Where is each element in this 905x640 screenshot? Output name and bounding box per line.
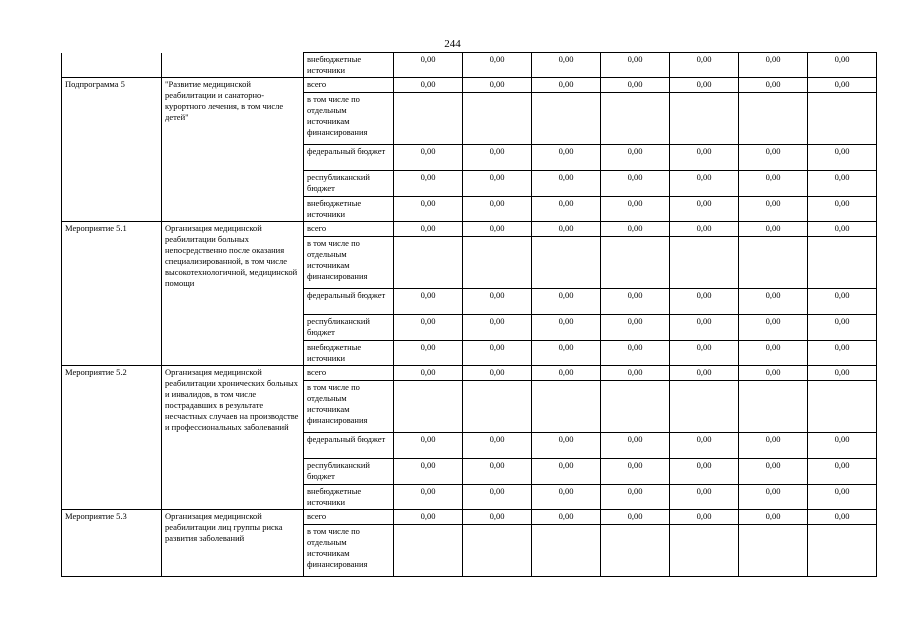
value-cell [808, 93, 877, 145]
value-cell: 0,00 [670, 485, 739, 510]
value-cell: 0,00 [601, 78, 670, 93]
value-cell: 0,00 [463, 78, 532, 93]
table-row [62, 78, 877, 93]
source-label: в том числе по отдельным источникам финансирования [304, 93, 394, 145]
value-cell: 0,00 [532, 222, 601, 237]
value-cell: 0,00 [808, 366, 877, 381]
value-cell: 0,00 [601, 459, 670, 485]
source-label: всего [304, 78, 394, 93]
value-cell: 0,00 [601, 145, 670, 171]
value-cell: 0,00 [670, 171, 739, 197]
value-cell [394, 525, 463, 577]
value-cell: 0,00 [394, 289, 463, 315]
section-code: Мероприятие 5.2 [62, 366, 162, 510]
value-cell [601, 381, 670, 433]
source-label: внебюджетные источники [304, 485, 394, 510]
value-cell: 0,00 [739, 171, 808, 197]
value-cell: 0,00 [394, 145, 463, 171]
value-cell [394, 381, 463, 433]
value-cell: 0,00 [808, 78, 877, 93]
value-cell: 0,00 [670, 197, 739, 222]
value-cell: 0,00 [394, 197, 463, 222]
value-cell [532, 381, 601, 433]
value-cell: 0,00 [670, 315, 739, 341]
value-cell: 0,00 [670, 78, 739, 93]
value-cell: 0,00 [808, 197, 877, 222]
value-cell: 0,00 [670, 53, 739, 78]
value-cell [808, 381, 877, 433]
source-label: республиканский бюджет [304, 171, 394, 197]
value-cell: 0,00 [739, 366, 808, 381]
value-cell: 0,00 [394, 78, 463, 93]
source-label: республиканский бюджет [304, 459, 394, 485]
value-cell: 0,00 [601, 222, 670, 237]
value-cell [463, 381, 532, 433]
value-cell: 0,00 [463, 171, 532, 197]
value-cell: 0,00 [670, 341, 739, 366]
value-cell [670, 93, 739, 145]
value-cell: 0,00 [463, 366, 532, 381]
value-cell: 0,00 [601, 433, 670, 459]
value-cell: 0,00 [532, 433, 601, 459]
source-label: всего [304, 366, 394, 381]
value-cell: 0,00 [463, 485, 532, 510]
value-cell [808, 525, 877, 577]
source-label: федеральный бюджет [304, 433, 394, 459]
value-cell: 0,00 [670, 145, 739, 171]
value-cell: 0,00 [808, 433, 877, 459]
value-cell [739, 381, 808, 433]
value-cell [670, 237, 739, 289]
value-cell: 0,00 [601, 366, 670, 381]
value-cell: 0,00 [808, 145, 877, 171]
value-cell: 0,00 [601, 485, 670, 510]
source-label: федеральный бюджет [304, 145, 394, 171]
value-cell: 0,00 [739, 289, 808, 315]
value-cell [601, 237, 670, 289]
value-cell [670, 525, 739, 577]
value-cell [739, 93, 808, 145]
table-row [62, 366, 877, 381]
value-cell: 0,00 [463, 341, 532, 366]
value-cell [601, 525, 670, 577]
source-label: всего [304, 510, 394, 525]
value-cell [739, 525, 808, 577]
value-cell: 0,00 [739, 341, 808, 366]
value-cell [532, 93, 601, 145]
value-cell: 0,00 [739, 197, 808, 222]
value-cell: 0,00 [532, 485, 601, 510]
source-label: в том числе по отдельным источникам финансирования [304, 381, 394, 433]
value-cell [394, 93, 463, 145]
section-name: Организация медицинской реабилитации больных непосредственно после оказания специализированной, в том числе высокотехнологичной, медицинской помощи [162, 222, 304, 366]
value-cell: 0,00 [808, 222, 877, 237]
value-cell [463, 93, 532, 145]
section-name: Организация медицинской реабилитации хронических больных и инвалидов, в том числе пострадавших в результате несчастных случаев на производстве и профессиональных заболеваний [162, 366, 304, 510]
value-cell: 0,00 [532, 78, 601, 93]
table-row [62, 510, 877, 525]
source-label: республиканский бюджет [304, 315, 394, 341]
value-cell: 0,00 [808, 341, 877, 366]
value-cell [532, 525, 601, 577]
value-cell: 0,00 [394, 222, 463, 237]
value-cell: 0,00 [394, 366, 463, 381]
value-cell: 0,00 [670, 366, 739, 381]
value-cell [739, 237, 808, 289]
value-cell: 0,00 [739, 222, 808, 237]
value-cell: 0,00 [670, 222, 739, 237]
value-cell: 0,00 [739, 315, 808, 341]
value-cell: 0,00 [532, 197, 601, 222]
value-cell: 0,00 [532, 510, 601, 525]
value-cell: 0,00 [532, 171, 601, 197]
value-cell: 0,00 [808, 171, 877, 197]
table-row [62, 53, 877, 78]
value-cell: 0,00 [463, 197, 532, 222]
section-code: Мероприятие 5.1 [62, 222, 162, 366]
value-cell: 0,00 [739, 145, 808, 171]
source-label: внебюджетные источники [304, 341, 394, 366]
value-cell: 0,00 [394, 510, 463, 525]
source-label: всего [304, 222, 394, 237]
value-cell: 0,00 [394, 171, 463, 197]
section-name: "Развитие медицинской реабилитации и санаторно-курортного лечения, в том числе детей" [162, 78, 304, 222]
value-cell: 0,00 [463, 222, 532, 237]
value-cell [394, 237, 463, 289]
value-cell [532, 237, 601, 289]
page-number: 244 [444, 38, 461, 50]
value-cell: 0,00 [670, 459, 739, 485]
value-cell: 0,00 [394, 485, 463, 510]
value-cell: 0,00 [532, 53, 601, 78]
value-cell: 0,00 [394, 315, 463, 341]
source-label: федеральный бюджет [304, 289, 394, 315]
value-cell: 0,00 [808, 459, 877, 485]
value-cell: 0,00 [808, 485, 877, 510]
value-cell: 0,00 [532, 341, 601, 366]
value-cell: 0,00 [532, 315, 601, 341]
value-cell: 0,00 [394, 459, 463, 485]
source-label: в том числе по отдельным источникам финансирования [304, 525, 394, 577]
value-cell: 0,00 [601, 171, 670, 197]
funding-table [61, 52, 877, 577]
value-cell: 0,00 [532, 459, 601, 485]
value-cell: 0,00 [739, 485, 808, 510]
name-cell [162, 53, 304, 78]
section-name: Организация медицинской реабилитации лиц группы риска развития заболеваний [162, 510, 304, 577]
section-code: Мероприятие 5.3 [62, 510, 162, 577]
value-cell: 0,00 [670, 289, 739, 315]
value-cell: 0,00 [463, 315, 532, 341]
value-cell: 0,00 [739, 433, 808, 459]
value-cell [463, 237, 532, 289]
value-cell [808, 237, 877, 289]
value-cell: 0,00 [808, 510, 877, 525]
value-cell: 0,00 [601, 53, 670, 78]
value-cell [463, 525, 532, 577]
source-label: в том числе по отдельным источникам финансирования [304, 237, 394, 289]
value-cell: 0,00 [532, 366, 601, 381]
value-cell: 0,00 [463, 433, 532, 459]
value-cell: 0,00 [601, 510, 670, 525]
value-cell: 0,00 [463, 145, 532, 171]
value-cell: 0,00 [808, 53, 877, 78]
source-label: внебюджетные источники [304, 197, 394, 222]
value-cell: 0,00 [808, 289, 877, 315]
value-cell: 0,00 [532, 145, 601, 171]
value-cell: 0,00 [601, 341, 670, 366]
value-cell: 0,00 [463, 510, 532, 525]
value-cell: 0,00 [670, 433, 739, 459]
value-cell: 0,00 [601, 315, 670, 341]
value-cell: 0,00 [601, 289, 670, 315]
value-cell [601, 93, 670, 145]
value-cell: 0,00 [739, 78, 808, 93]
source-label: внебюджетные источники [304, 53, 394, 78]
value-cell: 0,00 [532, 289, 601, 315]
code-cell [62, 53, 162, 78]
value-cell: 0,00 [670, 510, 739, 525]
value-cell: 0,00 [394, 433, 463, 459]
value-cell: 0,00 [739, 53, 808, 78]
value-cell: 0,00 [739, 459, 808, 485]
value-cell: 0,00 [394, 341, 463, 366]
table-row [62, 222, 877, 237]
value-cell: 0,00 [463, 459, 532, 485]
value-cell [670, 381, 739, 433]
value-cell: 0,00 [601, 197, 670, 222]
value-cell: 0,00 [463, 289, 532, 315]
value-cell: 0,00 [808, 315, 877, 341]
value-cell: 0,00 [739, 510, 808, 525]
value-cell: 0,00 [394, 53, 463, 78]
section-code: Подпрограмма 5 [62, 78, 162, 222]
value-cell: 0,00 [463, 53, 532, 78]
